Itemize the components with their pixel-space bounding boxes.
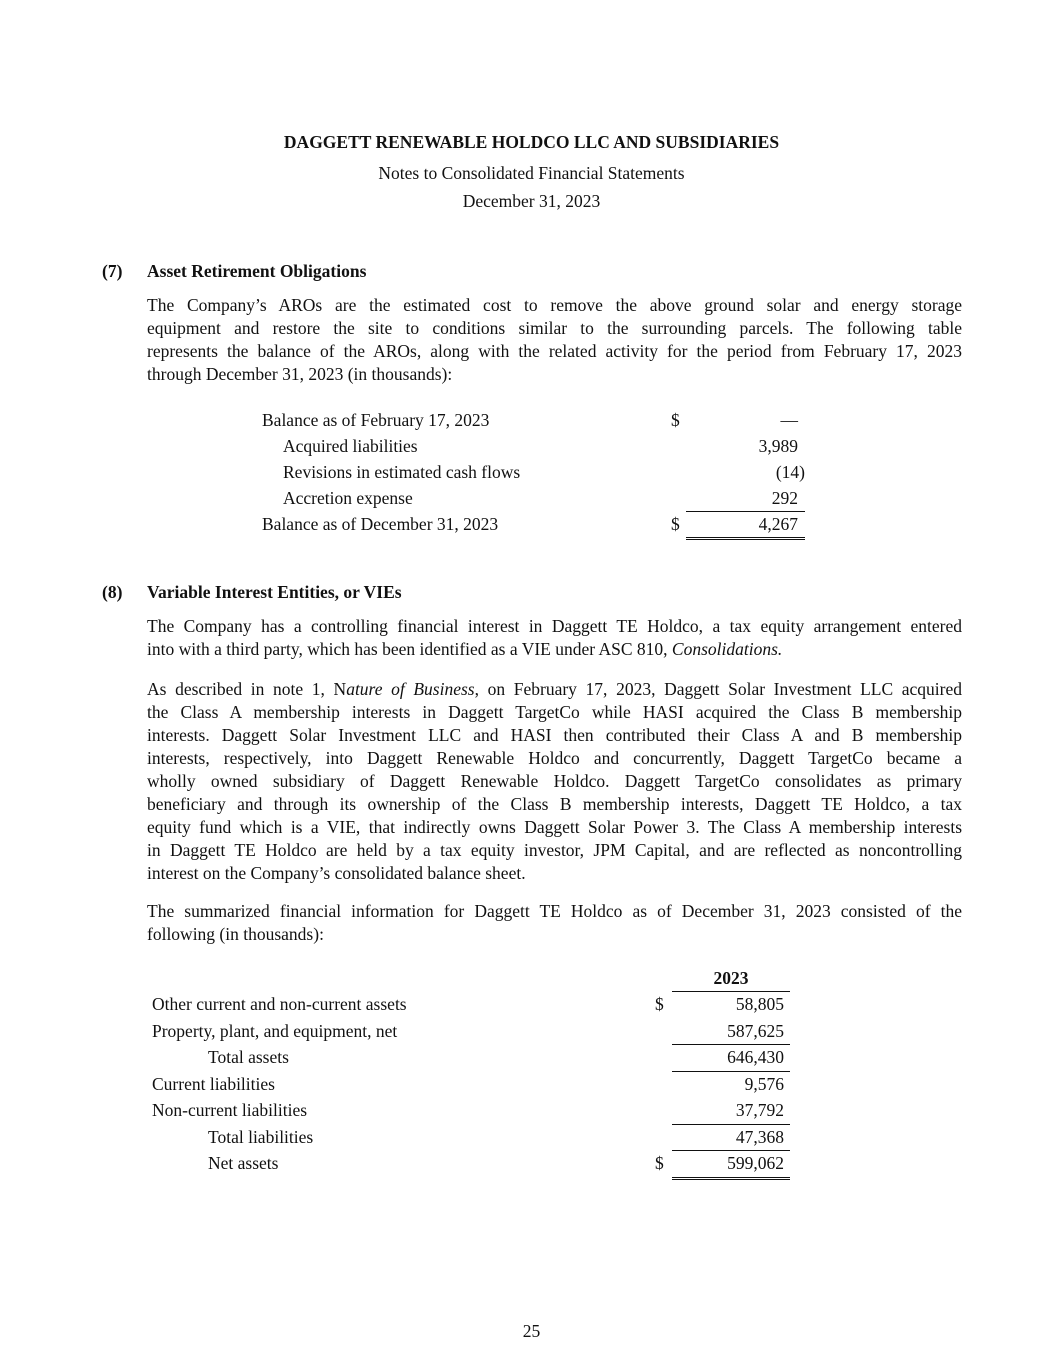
paragraph-line <box>147 638 962 661</box>
double-underline <box>686 537 805 540</box>
paragraph-line: The Company has a controlling financial interest in Daggett TE Holdco, a tax equity arrangement entered <box>147 616 962 636</box>
row-value: 9,576 <box>744 1073 784 1094</box>
row-value: 292 <box>771 488 798 508</box>
column-header-year: 2023 <box>672 965 790 992</box>
paragraph-line: wholly owned subsidiary of Daggett Renewable Holdco. Daggett TargetCo consolidates as primary <box>147 771 962 791</box>
paragraph-line: interest on the Company’s consolidated balance sheet. <box>147 863 526 883</box>
paragraph-line: beneficiary and through its ownership of the Class B membership interests, Daggett TE Holdco, a tax <box>147 794 962 814</box>
paragraph-line: The summarized financial information for Daggett TE Holdco as of December 31, 2023 consisted of the <box>147 901 962 921</box>
note-8-number: (8) <box>102 582 123 602</box>
table-row <box>262 485 807 511</box>
company-name: DAGGETT RENEWABLE HOLDCO LLC AND SUBSIDIARIES <box>283 132 780 152</box>
double-underline <box>672 1177 790 1180</box>
table-row-total <box>262 511 807 537</box>
row-label: Current liabilities <box>152 1073 275 1094</box>
paragraph-line: interests. Daggett Solar Investment LLC and HASI then contributed their Class A and B membership <box>147 725 962 745</box>
paragraph-text: , on February 17, 2023, Daggett Solar Investment LLC acquired <box>474 679 962 699</box>
row-label: Other current and non-current assets <box>152 994 407 1014</box>
row-value: 47,368 <box>735 1126 784 1147</box>
table-row-subtotal <box>152 1044 792 1071</box>
row-value: 37,792 <box>735 1100 784 1120</box>
table-row-total <box>152 1150 792 1177</box>
statement-date: December 31, 2023 <box>462 191 601 211</box>
note-7-heading <box>102 260 366 282</box>
paragraph-text: into with a third party, which has been identified as a VIE under ASC 810, <box>147 639 672 659</box>
table-row <box>152 991 792 1018</box>
row-value: 587,625 <box>727 1020 784 1041</box>
row-label: Balance as of February 17, 2023 <box>262 410 490 430</box>
currency-symbol: $ <box>655 1153 664 1173</box>
note-7-number: (7) <box>102 261 123 281</box>
note-7-paragraph <box>147 294 962 386</box>
paragraph-line: The Company’s AROs are the estimated cost to remove the above ground solar and energy storage <box>147 295 962 315</box>
note-8-heading <box>102 581 402 603</box>
paragraph-line: equity fund which is a VIE, that indirectly owns Daggett Solar Power 3. The Class A membership interests <box>147 817 962 837</box>
row-label: Total assets <box>208 1047 289 1067</box>
row-value: 4,267 <box>758 514 798 534</box>
row-value: 3,989 <box>758 436 798 456</box>
row-value: 646,430 <box>727 1047 784 1067</box>
table-row <box>262 433 807 459</box>
paragraph-line: the Class A membership interests in Daggett TargetCo while HASI acquired the Class B membership <box>147 702 962 722</box>
page-header <box>0 131 1055 215</box>
table-row <box>262 459 807 485</box>
note-reference-italic: ature of Business <box>346 679 475 699</box>
table-row <box>262 407 807 433</box>
currency-symbol: $ <box>655 994 664 1014</box>
paragraph-line: interests, respectively, into Daggett Renewable Holdco and concurrently, Daggett TargetCo became a <box>147 748 962 768</box>
row-label: Revisions in estimated cash flows <box>283 462 521 482</box>
row-label: Acquired liabilities <box>283 436 418 456</box>
row-value: (14) <box>775 462 805 482</box>
paragraph-line: in Daggett TE Holdco are held by a tax equity investor, JPM Capital, and are reflected as noncontrolling <box>147 840 962 860</box>
table-row <box>152 1071 792 1098</box>
table-row-subtotal <box>152 1124 792 1151</box>
vie-summary-table <box>152 965 792 1177</box>
paragraph-line: represents the balance of the AROs, along with the related activity for the period from February 17, 2023 <box>147 341 962 361</box>
table-row <box>152 1018 792 1045</box>
row-label: Property, plant, and equipment, net <box>152 1020 398 1041</box>
row-label: Accretion expense <box>283 488 413 508</box>
row-label: Net assets <box>208 1153 279 1173</box>
currency-symbol: $ <box>671 514 680 534</box>
asc-topic-italic: Consolidations. <box>671 639 783 659</box>
row-label: Total liabilities <box>208 1126 314 1147</box>
note-8-title: Variable Interest Entities, or VIEs <box>147 582 402 602</box>
note-8-paragraph-1 <box>147 615 962 661</box>
note-8-paragraph-2 <box>147 678 962 885</box>
row-label: Balance as of December 31, 2023 <box>262 514 499 534</box>
paragraph-text: As described in note 1, N <box>147 679 347 699</box>
note-8-paragraph-3 <box>147 900 962 946</box>
table-row <box>152 1097 792 1124</box>
row-value: 599,062 <box>727 1153 784 1173</box>
paragraph-line <box>147 678 962 701</box>
row-label: Non-current liabilities <box>152 1100 308 1120</box>
paragraph-line: following (in thousands): <box>147 924 324 944</box>
currency-symbol: $ <box>671 410 680 430</box>
page-number: 25 <box>522 1321 541 1341</box>
note-7-title: Asset Retirement Obligations <box>147 261 367 281</box>
aro-rollforward-table <box>262 407 807 537</box>
row-value: — <box>780 410 798 430</box>
paragraph-line: equipment and restore the site to conditions similar to the surrounding parcels. The following table <box>147 318 962 338</box>
row-value: 58,805 <box>735 994 784 1014</box>
table-header <box>152 965 792 991</box>
paragraph-line: through December 31, 2023 (in thousands): <box>147 364 453 384</box>
document-subtitle: Notes to Consolidated Financial Statements <box>378 163 685 183</box>
